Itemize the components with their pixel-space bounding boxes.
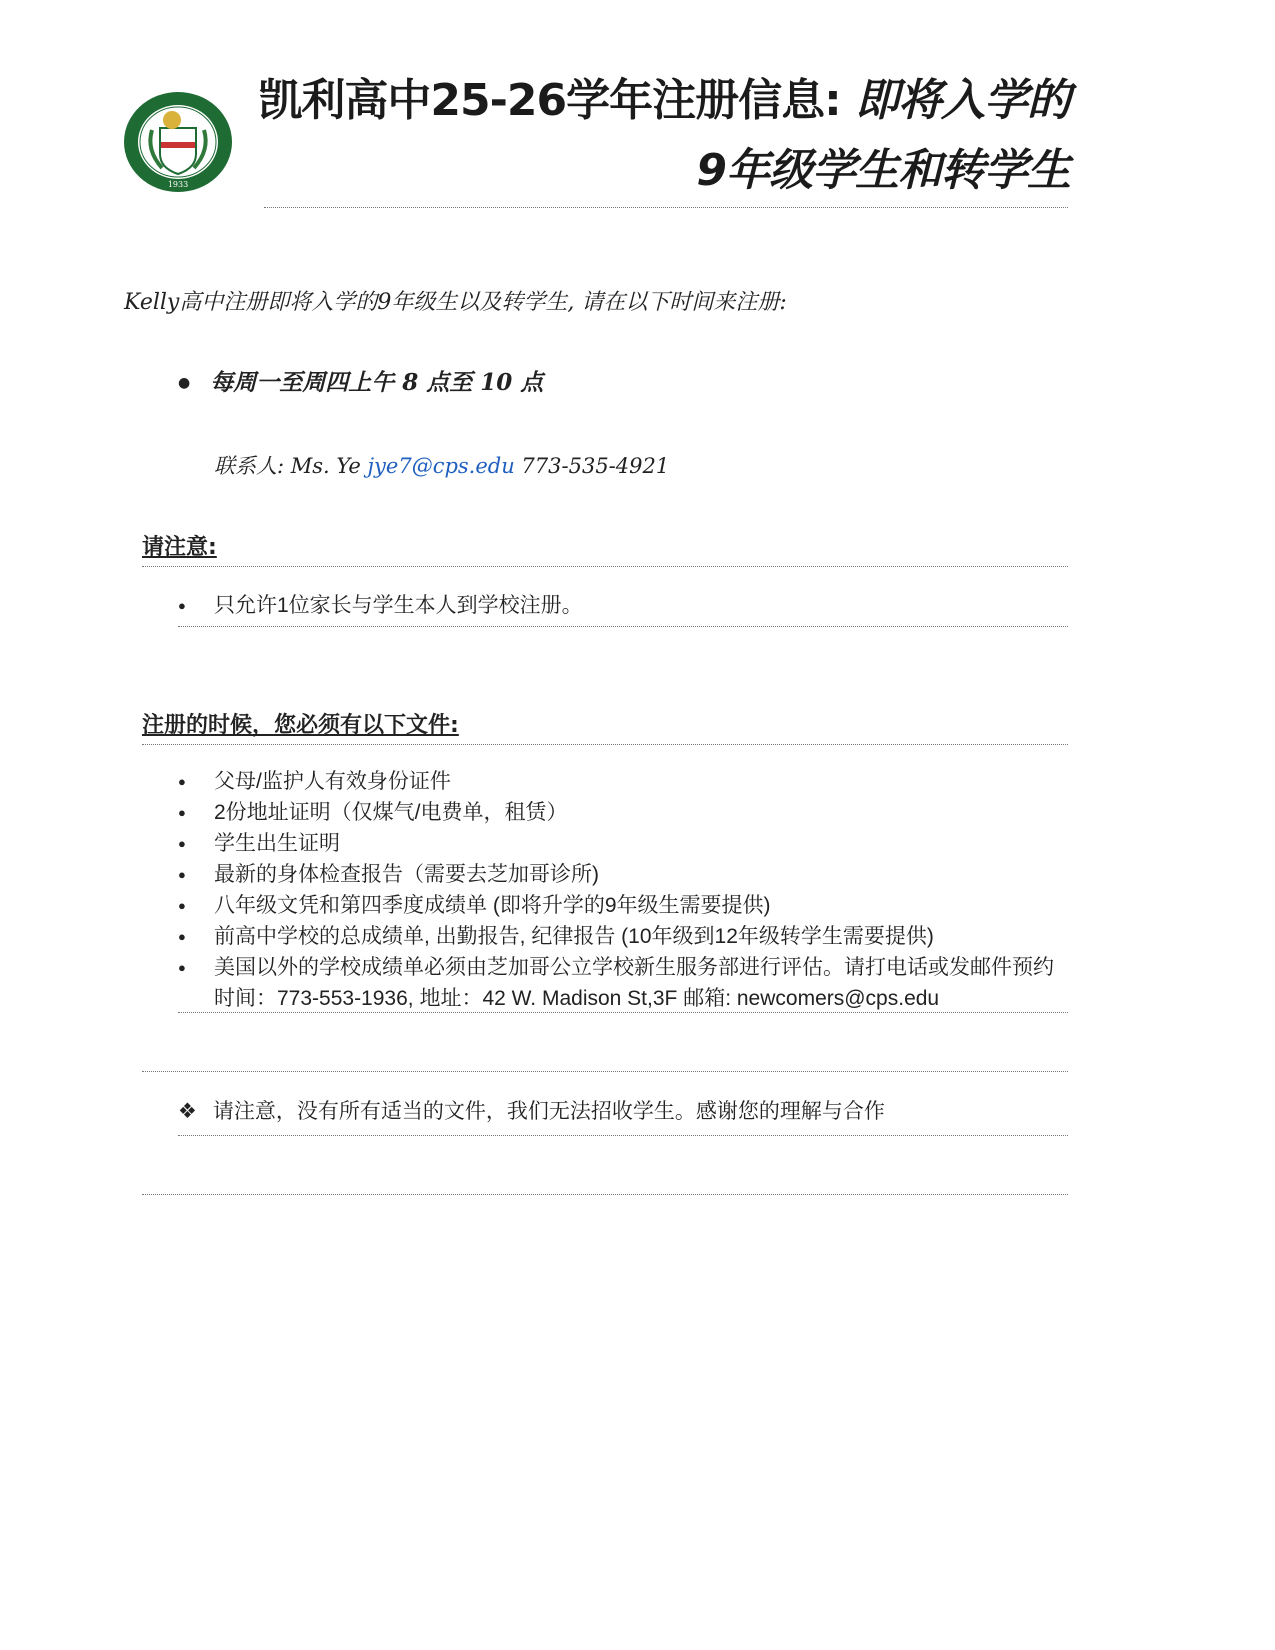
list-item: ● 美国以外的学校成绩单必须由芝加哥公立学校新生服务部进行评估。请打电话或发邮件预约时间：773-553-1936, 地址：42 W. Madison St,3F 邮箱: newcomers@cps.edu xyxy=(178,952,1068,1014)
contact-line xyxy=(214,450,669,480)
page-title xyxy=(258,64,1070,128)
list-item: ● 父母/监护人有效身份证件 xyxy=(178,766,1068,797)
contact-label: 联系人: Ms. Ye xyxy=(214,454,368,478)
divider xyxy=(142,566,1068,567)
school-logo xyxy=(122,90,234,194)
svg-text:1933: 1933 xyxy=(167,180,189,189)
schedule-text: 每周一至周四上午 8 点至 10 点 xyxy=(210,369,544,396)
note-heading: 请注意: xyxy=(142,535,217,560)
page-title-line2 xyxy=(696,134,1070,198)
docs-heading: 注册的时候，您必须有以下文件: xyxy=(142,713,459,738)
list-item: ● 2份地址证明（仅煤气/电费单，租赁） xyxy=(178,797,1068,828)
note-list xyxy=(178,590,583,621)
diamond-bullet-icon: ❖ xyxy=(178,1100,197,1123)
divider xyxy=(142,744,1068,745)
list-item: ● 最新的身体检查报告（需要去芝加哥诊所) xyxy=(178,859,1068,890)
divider xyxy=(178,1135,1068,1136)
divider xyxy=(264,207,1068,208)
list-item: ● 只允许1位家长与学生本人到学校注册。 xyxy=(178,590,583,621)
divider xyxy=(178,626,1068,627)
divider xyxy=(142,1194,1068,1195)
divider xyxy=(178,1012,1068,1013)
list-item: ● 前高中学校的总成绩单, 出勤报告, 纪律报告 (10年级到12年级转学生需要提供) xyxy=(178,921,1068,952)
list-item: ● 学生出生证明 xyxy=(178,828,1068,859)
list-item: ● 八年级文凭和第四季度成绩单 (即将升学的9年级生需要提供) xyxy=(178,890,1068,921)
title-line2: 9年级学生和转学生 xyxy=(696,145,1070,196)
title-line1-italic: 即将入学的 xyxy=(855,75,1070,126)
intro-text: Kelly高中注册即将入学的9年级生以及转学生, 请在以下时间来注册: xyxy=(124,290,787,315)
title-line1: 凯利高中25-26学年注册信息: xyxy=(258,75,855,126)
final-note xyxy=(178,1095,885,1125)
docs-list xyxy=(178,766,1068,1014)
contact-phone: 773-535-4921 xyxy=(514,454,670,478)
final-note-text: 请注意，没有所有适当的文件，我们无法招收学生。感谢您的理解与合作 xyxy=(212,1100,885,1123)
contact-email-link[interactable]: jye7@cps.edu xyxy=(367,454,515,478)
schedule-item: ● 每周一至周四上午 8 点至 10 点 xyxy=(178,369,544,396)
divider xyxy=(142,1071,1068,1072)
